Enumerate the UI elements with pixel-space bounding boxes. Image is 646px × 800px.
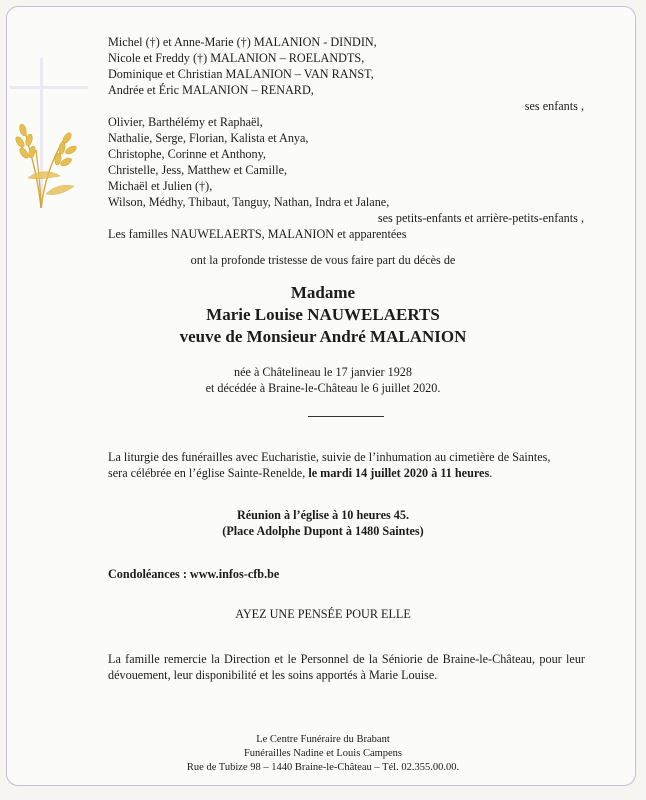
grandchild-line: Christophe, Corinne et Anthony, xyxy=(108,147,266,161)
funeral-line-1: La liturgie des funérailles avec Eucharistie, suivie de l’inhumation au cimetière de Saintes, xyxy=(108,450,551,464)
child-line: Dominique et Christian MALANION – VAN RANST, xyxy=(108,67,374,81)
grandchildren-label: ses petits-enfants et arrière-petits-enfants , xyxy=(377,211,584,225)
child-line: Andrée et Éric MALANION – RENARD, xyxy=(108,83,314,97)
funeral-date: le mardi 14 juillet 2020 à 11 heures xyxy=(308,466,490,480)
death-line: et décédée à Braine-le-Château le 6 juillet 2020. xyxy=(205,381,441,395)
meeting-line-2: (Place Adolphe Dupont à 1480 Saintes) xyxy=(222,524,424,538)
grandchild-line: Nathalie, Serge, Florian, Kalista et Anya, xyxy=(108,131,309,145)
thanks-paragraph: La famille remercie la Direction et le Personnel de la Séniorie de Braine-le-Château, pour leur dévouement, leur disponibilité et les soins apportés à Marie Louise. xyxy=(108,652,585,682)
deceased-widow-of: veuve de Monsieur André MALANION xyxy=(179,327,467,346)
divider xyxy=(308,416,384,417)
meeting-line-1: Réunion à l’église à 10 heures 45. xyxy=(236,508,410,522)
child-line: Michel (†) et Anne-Marie (†) MALANION - DINDIN, xyxy=(108,35,377,49)
child-line: Nicole et Freddy (†) MALANION – ROELANDTS, xyxy=(108,51,365,65)
footer-line-1: Le Centre Funéraire du Brabant xyxy=(256,734,390,745)
deceased-name: Marie Louise NAUWELAERTS xyxy=(206,305,440,324)
funeral-period: . xyxy=(489,466,493,480)
condolences: Condoléances : www.infos-cfb.be xyxy=(108,567,280,581)
announcement: ont la profonde tristesse de vous faire part du décès de xyxy=(190,253,456,267)
wheat-cross-ornament-icon xyxy=(8,58,92,228)
thought-line: AYEZ UNE PENSÉE POUR ELLE xyxy=(235,607,411,621)
deceased-title: Madame xyxy=(290,283,356,302)
grandchild-line: Wilson, Médhy, Thibaut, Tanguy, Nathan, Indra et Jalane, xyxy=(108,195,390,209)
funeral-line-2 xyxy=(108,465,492,481)
footer-line-3: Rue de Tubize 98 – 1440 Braine-le-Château – Tél. 02.355.00.00. xyxy=(186,762,460,773)
grandchild-line: Olivier, Barthélémy et Raphaël, xyxy=(108,115,263,129)
children-label: ses enfants , xyxy=(524,99,584,113)
grandchild-line: Christelle, Jess, Matthew et Camille, xyxy=(108,163,288,177)
families-line: Les familles NAUWELAERTS, MALANION et apparentées xyxy=(108,227,407,241)
footer-line-2: Funérailles Nadine et Louis Campens xyxy=(243,748,403,759)
funeral-place: sera célébrée en l’église Sainte-Renelde, xyxy=(108,466,309,480)
grandchild-line: Michaël et Julien (†), xyxy=(108,179,213,193)
birth-line: née à Châtelineau le 17 janvier 1928 xyxy=(233,365,412,379)
